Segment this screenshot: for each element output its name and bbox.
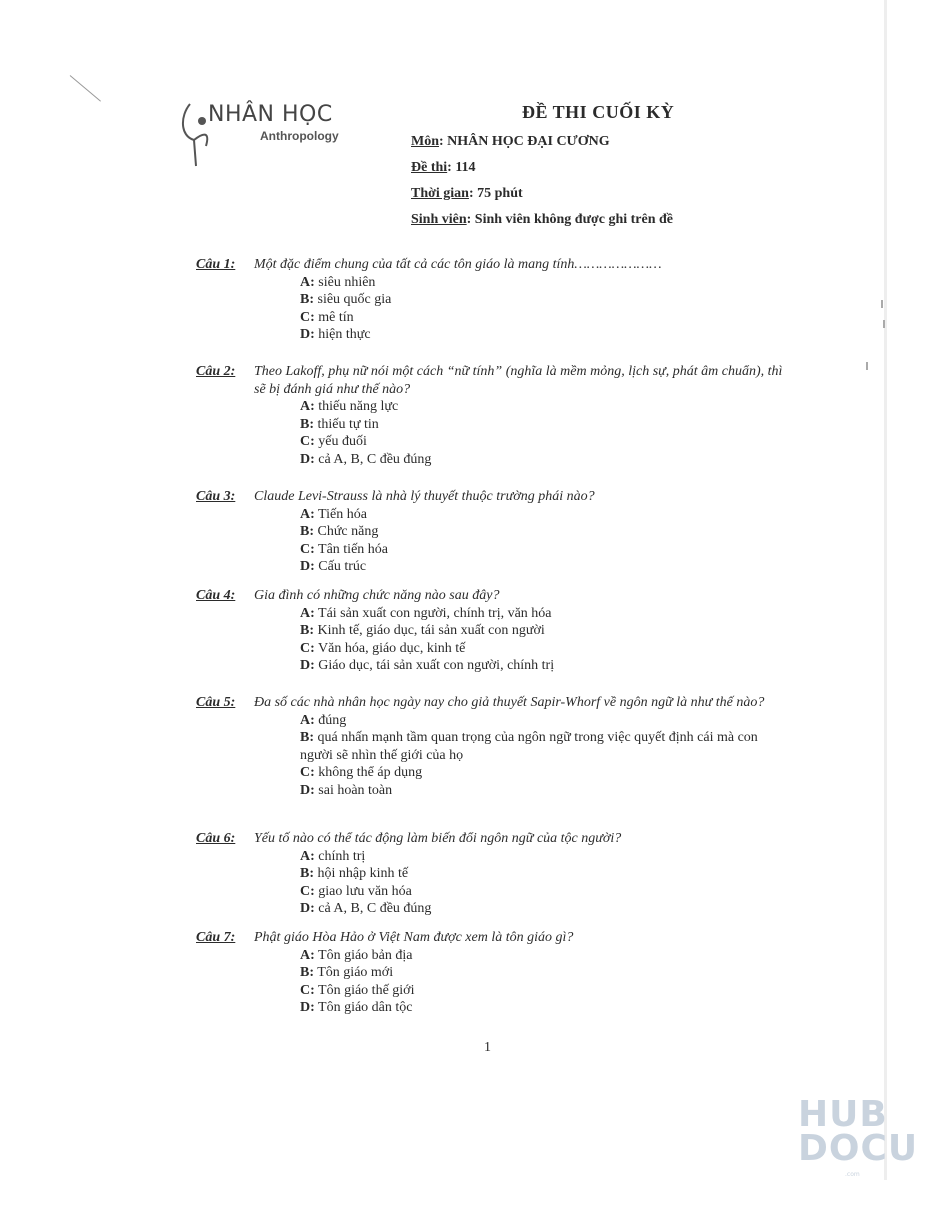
option-text: Văn hóa, giáo dục, kinh tế: [314, 640, 466, 656]
question-6: [196, 830, 786, 918]
subject-value: : NHÂN HỌC ĐẠI CƯƠNG: [439, 134, 610, 149]
option-key: C:: [300, 982, 315, 998]
option-c: [300, 541, 786, 559]
scan-speck: [881, 300, 883, 308]
option-text: chính trị: [314, 848, 366, 864]
option-key: B:: [300, 730, 314, 745]
option-key: A:: [300, 848, 315, 864]
option-key: D:: [300, 782, 315, 798]
question-3: [196, 488, 786, 576]
student-line: [411, 212, 673, 228]
option-a: [300, 947, 786, 965]
option-a: [300, 506, 786, 524]
option-key: C:: [300, 541, 315, 557]
option-text: Tôn giáo mới: [314, 965, 394, 980]
option-key: D:: [300, 327, 315, 342]
option-d: [300, 900, 786, 918]
option-key: B:: [300, 623, 314, 638]
option-list: [300, 848, 786, 918]
option-b: [300, 729, 786, 764]
option-key: A:: [300, 274, 315, 290]
question-label: Câu 4:: [196, 588, 236, 603]
question-text: Đa số các nhà nhân học ngày nay cho giả thuyết Sapir-Whorf về ngôn ngữ là như thế nào?: [254, 695, 765, 710]
question-label: Câu 7:: [196, 930, 236, 945]
question-text: Phật giáo Hòa Hảo ở Việt Nam được xem là tôn giáo gì?: [254, 930, 574, 945]
option-text: hiện thực: [314, 327, 371, 342]
option-key: D:: [300, 451, 315, 467]
watermark-domain: .com: [845, 1171, 860, 1178]
option-key: D:: [300, 901, 315, 916]
option-text: Chức năng: [314, 524, 379, 539]
question-7: [196, 929, 786, 1017]
logo-name: NHÂN HỌC: [208, 102, 333, 127]
option-list: [300, 398, 786, 468]
student-value: : Sinh viên không được ghi trên đề: [466, 212, 674, 227]
option-text: không thể áp dụng: [314, 765, 423, 780]
option-key: A:: [300, 712, 315, 728]
question-text: Yếu tố nào có thể tác động làm biến đổi ngôn ngữ của tộc người?: [254, 831, 622, 846]
question-5: [196, 694, 786, 799]
scan-speck: [883, 320, 885, 328]
watermark-line-2: DOCU: [798, 1128, 919, 1169]
option-key: D:: [300, 1000, 315, 1015]
option-key: D:: [300, 559, 315, 574]
exam-title: ĐỀ THI CUỐI KỲ: [522, 102, 675, 122]
option-key: B:: [300, 965, 314, 980]
option-key: C:: [300, 309, 315, 325]
option-key: C:: [300, 765, 315, 780]
option-text: siêu nhiên: [314, 274, 376, 290]
option-key: B:: [300, 416, 314, 432]
option-a: [300, 848, 786, 866]
option-key: D:: [300, 658, 315, 673]
option-list: [300, 712, 786, 800]
option-list: [300, 274, 786, 344]
exam-code-value: : 114: [447, 160, 476, 175]
option-text: giao lưu văn hóa: [314, 883, 412, 899]
question-1: [196, 256, 786, 344]
scan-speck: [866, 362, 868, 370]
option-c: [300, 764, 786, 782]
option-d: [300, 326, 786, 344]
option-text: Tôn giáo thế giới: [314, 982, 415, 998]
option-b: [300, 964, 786, 982]
scan-mark: [70, 75, 101, 101]
scan-edge-shadow: [884, 0, 887, 1180]
option-list: [300, 947, 786, 1017]
option-key: A:: [300, 399, 315, 414]
option-d: [300, 657, 786, 675]
option-c: [300, 309, 786, 327]
option-text: cả A, B, C đều đúng: [314, 901, 432, 916]
option-key: A:: [300, 506, 315, 522]
option-a: [300, 398, 786, 416]
option-list: [300, 605, 786, 675]
subject-label: Môn: [411, 134, 439, 149]
question-label: Câu 6:: [196, 831, 236, 846]
option-text: Tái sản xuất con người, chính trị, văn hóa: [314, 605, 552, 621]
time-label: Thời gian: [411, 186, 469, 201]
question-label: Câu 1:: [196, 257, 236, 272]
subject-line: [411, 134, 610, 150]
exam-code-line: [411, 160, 476, 176]
option-text: thiếu tự tin: [314, 416, 379, 432]
option-text: thiếu năng lực: [314, 399, 399, 414]
option-text: Giáo dục, tái sản xuất con người, chính trị: [314, 658, 555, 673]
option-text: Kinh tế, giáo dục, tái sản xuất con người: [314, 623, 545, 638]
option-text: Tôn giáo dân tộc: [314, 1000, 413, 1015]
time-value: : 75 phút: [468, 186, 523, 201]
question-text: Claude Levi-Strauss là nhà lý thuyết thuộc trường phái nào?: [254, 489, 595, 504]
option-key: C:: [300, 883, 315, 899]
option-c: [300, 982, 786, 1000]
page-number: 1: [484, 1040, 491, 1055]
time-line: [411, 186, 523, 202]
option-text: Tân tiến hóa: [314, 541, 389, 557]
option-key: B:: [300, 292, 314, 307]
student-label: Sinh viên: [411, 212, 467, 227]
question-text: Một đặc điểm chung của tất cả các tôn giáo là mang tính…………………: [254, 257, 662, 272]
option-d: [300, 558, 786, 576]
option-d: [300, 782, 786, 800]
option-c: [300, 640, 786, 658]
logo-subtitle: Anthropology: [260, 129, 339, 143]
option-b: [300, 291, 786, 309]
option-a: [300, 712, 786, 730]
option-text: cả A, B, C đều đúng: [314, 451, 432, 467]
question-label: Câu 5:: [196, 695, 236, 710]
option-text: Tiến hóa: [314, 506, 367, 522]
option-b: [300, 416, 786, 434]
option-text: đúng: [314, 712, 347, 728]
option-c: [300, 433, 786, 451]
option-text: mê tín: [314, 309, 354, 325]
option-b: [300, 622, 786, 640]
option-a: [300, 274, 786, 292]
option-text: Tôn giáo bản địa: [314, 947, 413, 963]
option-b: [300, 865, 786, 883]
question-2: [196, 363, 786, 468]
question-text: Gia đình có những chức năng nào sau đây?: [254, 588, 500, 603]
option-list: [300, 506, 786, 576]
option-text: yếu đuối: [314, 434, 367, 449]
exam-code-label: Đề thi: [411, 160, 448, 175]
option-text: siêu quốc gia: [314, 292, 392, 307]
option-key: A:: [300, 947, 315, 963]
option-key: B:: [300, 866, 314, 881]
question-label: Câu 2:: [196, 364, 236, 379]
option-a: [300, 605, 786, 623]
option-key: B:: [300, 524, 314, 539]
option-text: Cấu trúc: [314, 559, 367, 574]
question-text: Theo Lakoff, phụ nữ nói một cách “nữ tính” (nghĩa là mềm mỏng, lịch sự, phát âm chuẩn), thì sẽ bị đánh giá như thế nào?: [254, 364, 783, 397]
option-c: [300, 883, 786, 901]
option-key: C:: [300, 640, 315, 656]
option-text: quá nhấn mạnh tầm quan trọng của ngôn ngữ trong việc quyết định cái mà con người sẽ nhìn thế giới của họ: [300, 730, 758, 763]
anthropology-logo: [180, 102, 370, 172]
option-d: [300, 451, 786, 469]
option-text: hội nhập kinh tế: [314, 866, 409, 881]
option-b: [300, 523, 786, 541]
option-key: C:: [300, 434, 315, 449]
question-label: Câu 3:: [196, 489, 236, 504]
option-text: sai hoàn toàn: [314, 782, 393, 798]
option-d: [300, 999, 786, 1017]
watermark-line-1: HUB: [798, 1094, 888, 1135]
hubdocu-watermark: [798, 1094, 919, 1178]
question-4: [196, 587, 786, 675]
option-key: A:: [300, 605, 315, 621]
